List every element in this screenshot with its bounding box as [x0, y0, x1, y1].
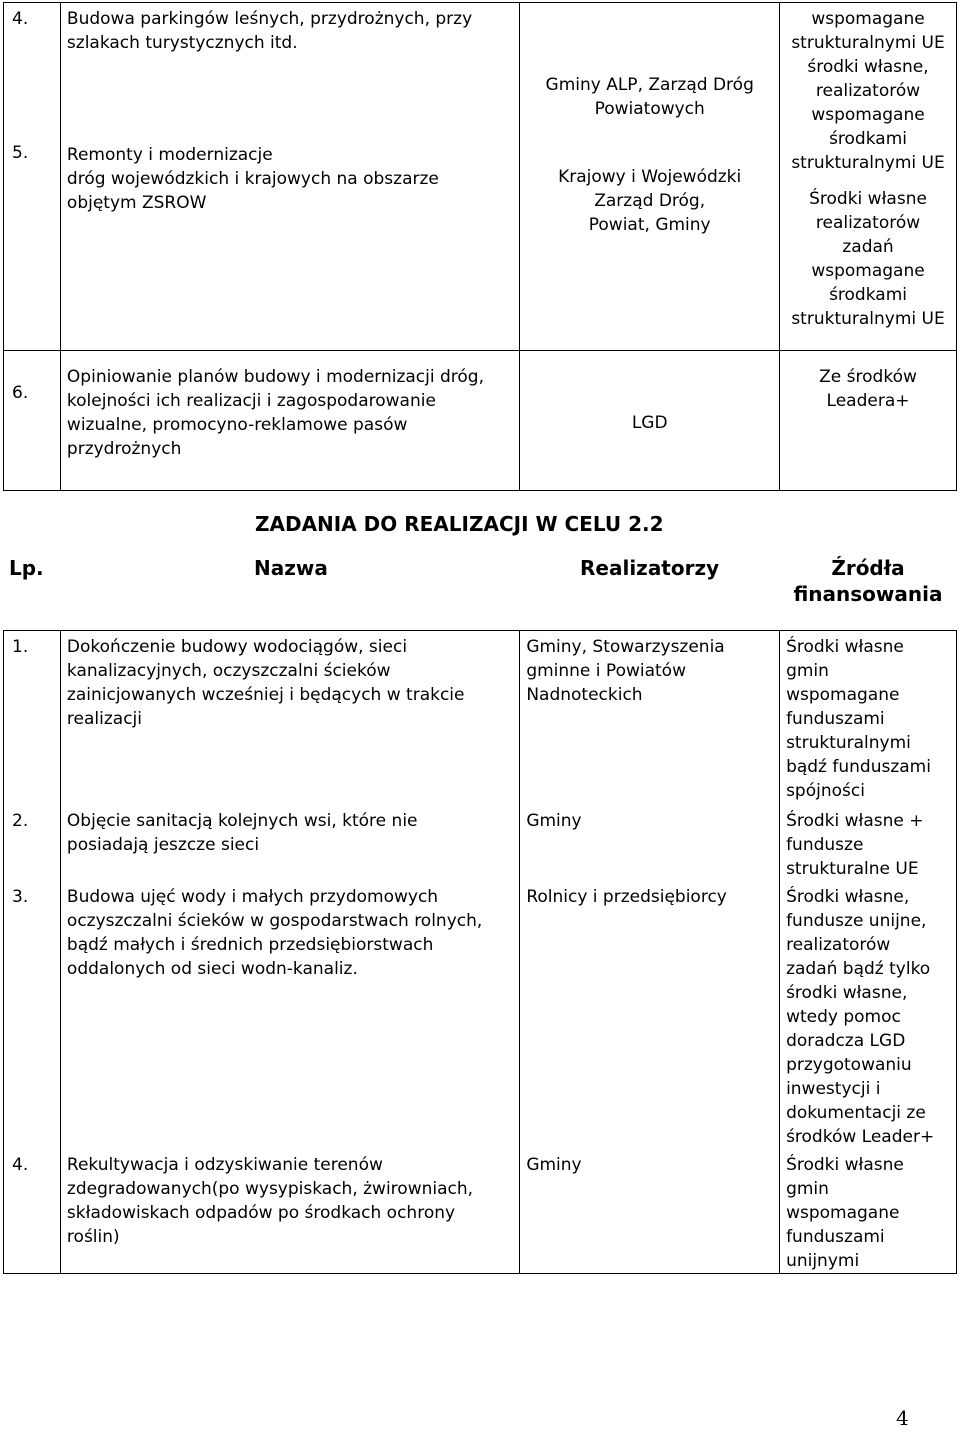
- funding-cell: Ze środków Leadera+: [780, 351, 957, 491]
- row-number: 4. 5.: [4, 3, 61, 351]
- table-row: [4, 805, 957, 881]
- funding-cell: wspomagane strukturalnymi UE środki własne, realizatorów wspomagane środkami strukturalnymi UE Środki własne realizatorów zadań wspomagane środkami strukturalnymi UE: [780, 3, 957, 351]
- header-name: Nazwa: [254, 556, 328, 580]
- header-sources-line1: Źródła: [831, 556, 905, 580]
- funding-cell: Środki własne gmin wspomagane funduszami strukturalnymi bądź funduszami spójności: [780, 631, 957, 805]
- realizer-cell: Gminy, Stowarzyszenia gminne i Powiatów Nadnoteckich: [520, 631, 780, 805]
- header-lp: Lp.: [9, 556, 44, 580]
- table-row: [4, 631, 957, 805]
- task-name-cell: Opiniowanie planów budowy i modernizacji dróg, kolejności ich realizacji i zagospodarowanie wizualne, promocyno-reklamowe pasów przydrożnych: [60, 351, 519, 491]
- realizer-cell: Gminy: [520, 805, 780, 881]
- row-number: 1.: [4, 631, 61, 805]
- funding-cell: Środki własne + fundusze strukturalne UE: [780, 805, 957, 881]
- header-realizers: Realizatorzy: [580, 556, 720, 580]
- realizer-cell: Gminy ALP, Zarząd Dróg Powiatowych Krajowy i Wojewódzki Zarząd Dróg, Powiat, Gminy: [520, 3, 780, 351]
- table-row: [4, 881, 957, 1149]
- row-number: 3.: [4, 881, 61, 1149]
- row-number: 2.: [4, 805, 61, 881]
- table-previous-tasks: [3, 2, 957, 491]
- row-number: 6.: [4, 351, 61, 491]
- task-name-cell: Rekultywacja i odzyskiwanie terenów zdegradowanych(po wysypiskach, żwirowniach, składowiskach odpadów po środkach ochrony roślin): [60, 1149, 519, 1274]
- table-row: [4, 3, 957, 351]
- row-number: 4.: [4, 1149, 61, 1274]
- table-row: [4, 1149, 957, 1274]
- realizer-cell: LGD: [520, 351, 780, 491]
- table-row: [4, 351, 957, 491]
- section-title: ZADANIA DO REALIZACJI W CELU 2.2: [255, 512, 664, 536]
- task-name-cell: Objęcie sanitacją kolejnych wsi, które nie posiadają jeszcze sieci: [60, 805, 519, 881]
- realizer-cell: Gminy: [520, 1149, 780, 1274]
- task-name-cell: Budowa parkingów leśnych, przydrożnych, przy szlakach turystycznych itd. Remonty i modernizacje dróg wojewódzkich i krajowych na obszarze objętym ZSROW: [60, 3, 519, 351]
- funding-cell: Środki własne gmin wspomagane funduszami unijnymi: [780, 1149, 957, 1274]
- task-name-cell: Budowa ujęć wody i małych przydomowych oczyszczalni ścieków w gospodarstwach rolnych, bądź małych i średnich przedsiębiorstwach oddalonych od sieci wodn-kanaliz.: [60, 881, 519, 1149]
- table-tasks-goal-2-2: [3, 630, 957, 1274]
- header-sources-line2: finansowania: [793, 582, 943, 606]
- task-name-cell: Dokończenie budowy wodociągów, sieci kanalizacyjnych, oczyszczalni ścieków zainicjowanych wcześniej i będących w trakcie realizacji: [60, 631, 519, 805]
- funding-cell: Środki własne, fundusze unijne, realizatorów zadań bądź tylko środki własne, wtedy pomoc doradcza LGD przygotowaniu inwestycji i dokumentacji ze środków Leader+: [780, 881, 957, 1149]
- realizer-cell: Rolnicy i przedsiębiorcy: [520, 881, 780, 1149]
- header-sources: [780, 555, 956, 607]
- page-number: 4: [896, 1406, 909, 1430]
